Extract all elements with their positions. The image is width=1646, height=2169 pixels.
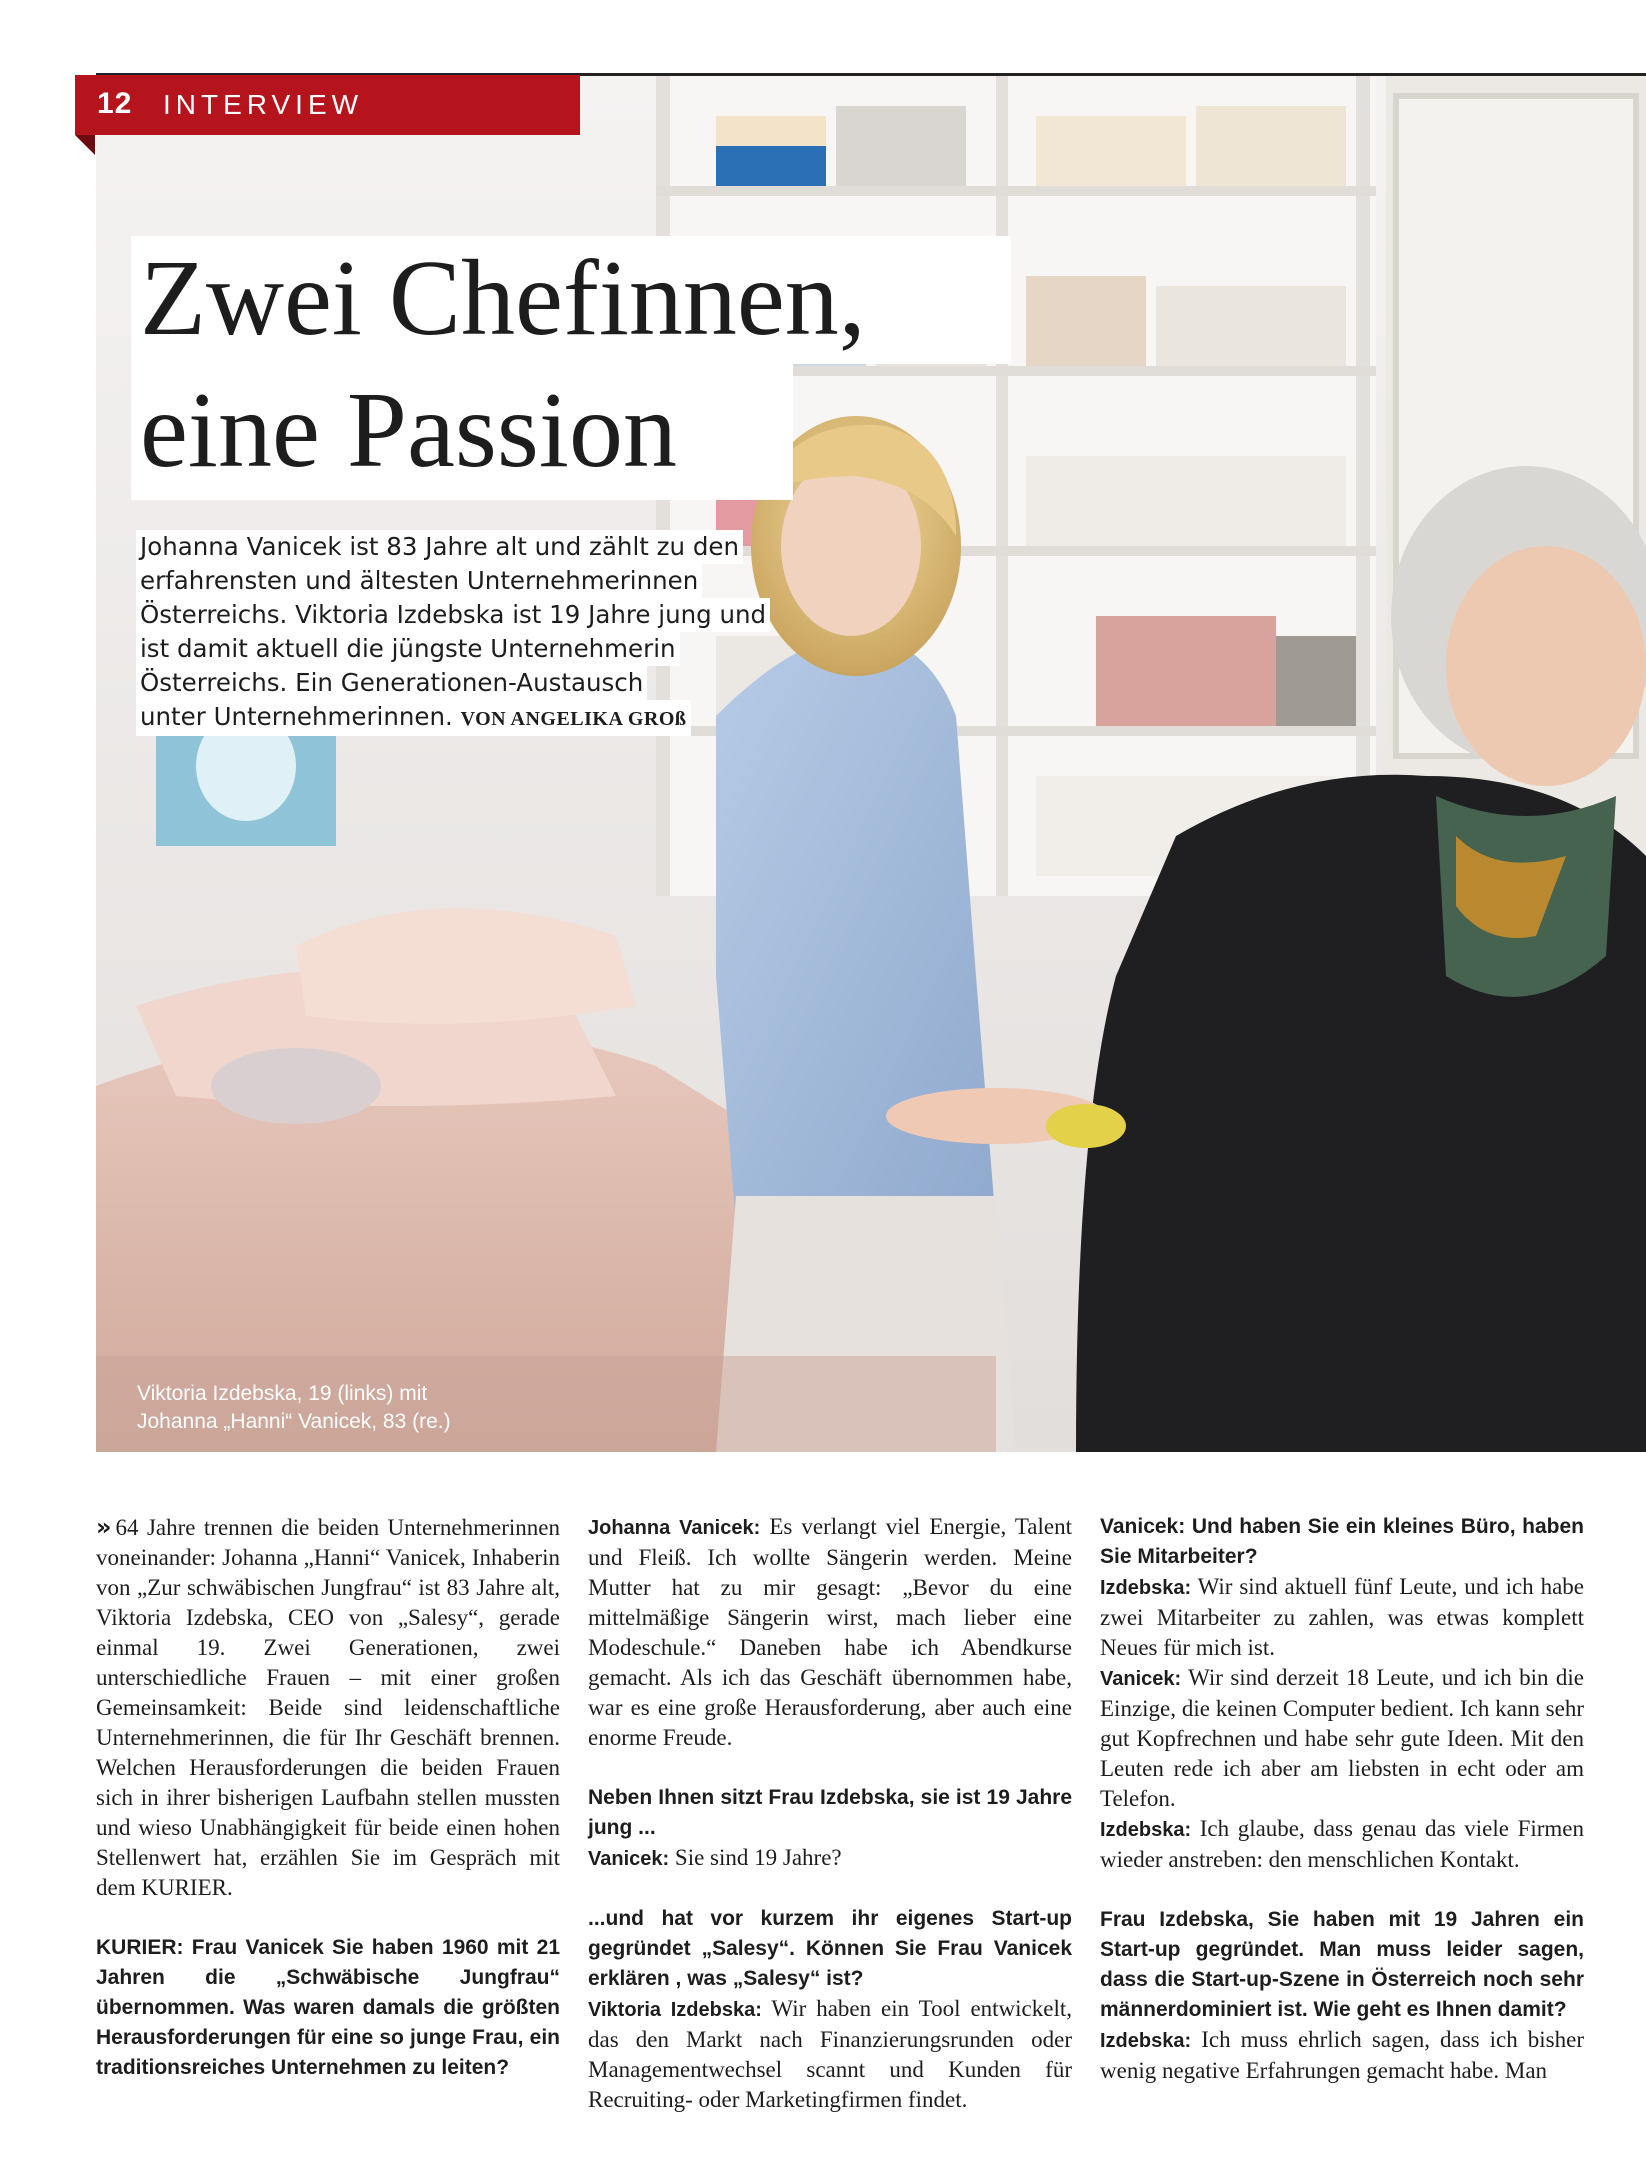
speaker-label: Izdebska: bbox=[1100, 1819, 1192, 1841]
intro-text: 64 Jahre trennen die beiden Unternehmerinnen voneinander: Johanna „Hanni“ Vanicek, Inhaberin von „Zur schwäbischen Jungfrau“ ist 83 Jahre alt, Viktoria Izdebska, CEO von „Salesy“, gerade einmal 19. Zwei Generationen, zwei unterschiedliche Frauen – mit einer großen Gemeinsamkeit: Beide sind leidenschaftliche Unternehmerinnen, die für Ihr Geschäft brennen. Welchen Herausforderungen die beiden Frauen sich in ihrer bisherigen Laufbahn stellen mussten und wieso Unabhängigkeit für beide einen hohen Stellenwert hat, erzählen Sie im Gespräch mit dem KURIER. bbox=[96, 1515, 560, 1900]
quote-mark-icon: » bbox=[96, 1513, 112, 1541]
lead-line: Österreichs. Ein Generationen-Austausch bbox=[136, 666, 647, 700]
spacer bbox=[96, 1903, 560, 1933]
answer-paragraph bbox=[588, 1994, 1072, 2115]
spacer bbox=[588, 1753, 1072, 1783]
lead-line: Österreichs. Viktoria Izdebska ist 19 Jahre jung und bbox=[136, 598, 770, 632]
byline: VON ANGELIKA GROß bbox=[460, 708, 687, 730]
intro-paragraph bbox=[96, 1512, 560, 1903]
section-tab bbox=[75, 75, 580, 135]
interview-question: Frau Izdebska, Sie haben mit 19 Jahren ein Start-up gegründet. Man muss leider sagen, dass die Start-up-Szene in Österreich noch sehr männerdominiert ist. Wie geht es Ihnen damit? bbox=[1100, 1908, 1584, 2021]
answer-text: Wir sind aktuell fünf Leute, und ich habe zwei Mitarbeiter zu zahlen, was etwas komplett Neues für mich ist. bbox=[1100, 1574, 1584, 1660]
answer-text: Wir sind derzeit 18 Leute, und ich bin die Einzige, die keinen Computer bedient. Ich kann sehr gut Kopfrechnen und habe sehr gute Ideen. Mit den Leuten rede ich aber am liebsten in echt oder am Telefon. bbox=[1100, 1665, 1584, 1811]
speaker-label: Izdebska: bbox=[1100, 2030, 1192, 2052]
headline-line2: eine Passion bbox=[140, 371, 677, 490]
speaker-label: Izdebska: bbox=[1100, 1577, 1192, 1599]
caption-line: Viktoria Izdebska, 19 (links) mit bbox=[137, 1382, 428, 1405]
speaker-label: Vanicek: bbox=[1100, 1668, 1182, 1690]
interview-question: ...und hat vor kurzem ihr eigenes Start-up gegründet „Salesy“. Können Sie Frau Vanicek erklären , was „Salesy“ ist? bbox=[588, 1907, 1072, 1990]
answer-text: Es verlangt viel Energie, Talent und Fleiß. Ich wollte Sängerin werden. Meine Mutter hat zu mir gesagt: „Bevor du eine mittelmäßige Sängerin wirst, mach lieber eine Modeschule.“ Daneben habe ich Abendkurse gemacht. Als ich das Geschäft übernommen habe, war es eine große Herausforderung, aber auch eine enorme Freude. bbox=[588, 1514, 1072, 1750]
answer-text: Sie sind 19 Jahre? bbox=[674, 1845, 842, 1870]
answer-paragraph bbox=[588, 1843, 1072, 1874]
article-column-1 bbox=[96, 1512, 560, 2083]
interview-question: Neben Ihnen sitzt Frau Izdebska, sie ist 19 Jahre jung ... bbox=[588, 1786, 1072, 1839]
lead-line: erfahrensten und ältesten Unternehmerinnen bbox=[136, 564, 702, 598]
answer-paragraph bbox=[1100, 1572, 1584, 1663]
answer-paragraph bbox=[1100, 2025, 1584, 2086]
spacer bbox=[588, 1874, 1072, 1904]
interview-question: Vanicek: Und haben Sie ein kleines Büro, haben Sie Mitarbeiter? bbox=[1100, 1515, 1584, 1568]
lead-line: ist damit aktuell die jüngste Unternehmerin bbox=[136, 632, 680, 666]
headline-line1: Zwei Chefinnen, bbox=[140, 239, 866, 358]
photo-caption bbox=[137, 1380, 451, 1436]
answer-text: Ich glaube, dass genau das viele Firmen wieder anstreben: den menschlichen Kontakt. bbox=[1100, 1816, 1585, 1872]
answer-text: Ich muss ehrlich sagen, dass ich bisher wenig negative Erfahrungen gemacht habe. Man bbox=[1100, 2027, 1584, 2083]
caption-line: Johanna „Hanni“ Vanicek, 83 (re.) bbox=[137, 1410, 451, 1433]
section-tab-fold bbox=[75, 135, 95, 155]
article-column-3 bbox=[1100, 1512, 1584, 2086]
answer-paragraph bbox=[1100, 1814, 1584, 1875]
section-name: INTERVIEW bbox=[163, 89, 364, 120]
answer-paragraph bbox=[588, 1512, 1072, 1753]
lead-line: Johanna Vanicek ist 83 Jahre alt und zählt zu den bbox=[136, 530, 743, 564]
speaker-label: Viktoria Izdebska: bbox=[588, 1999, 762, 2021]
answer-text: Wir haben ein Tool entwickelt, das den Markt nach Finanzierungsrunden oder Managementwechsel scannt und Kunden für Recruiting- oder Marketingfirmen findet. bbox=[588, 1996, 1072, 2112]
lead-line: unter Unternehmerinnen. bbox=[140, 702, 453, 731]
answer-paragraph bbox=[1100, 1663, 1584, 1814]
speaker-label: Vanicek: bbox=[588, 1848, 670, 1870]
page-number: 12 bbox=[97, 87, 133, 120]
speaker-label: Johanna Vanicek: bbox=[588, 1517, 761, 1539]
article-column-2 bbox=[588, 1512, 1072, 2115]
spacer bbox=[1100, 1875, 1584, 1905]
lead-last-line bbox=[136, 700, 691, 736]
interview-question: KURIER: Frau Vanicek Sie haben 1960 mit 21 Jahren die „Schwäbische Jungfrau“ übernommen. Was waren damals die größten Herausforderungen für eine so junge Frau, ein traditionsreiches Unternehmen zu leiten? bbox=[96, 1936, 560, 2079]
lead-paragraph bbox=[140, 530, 767, 736]
